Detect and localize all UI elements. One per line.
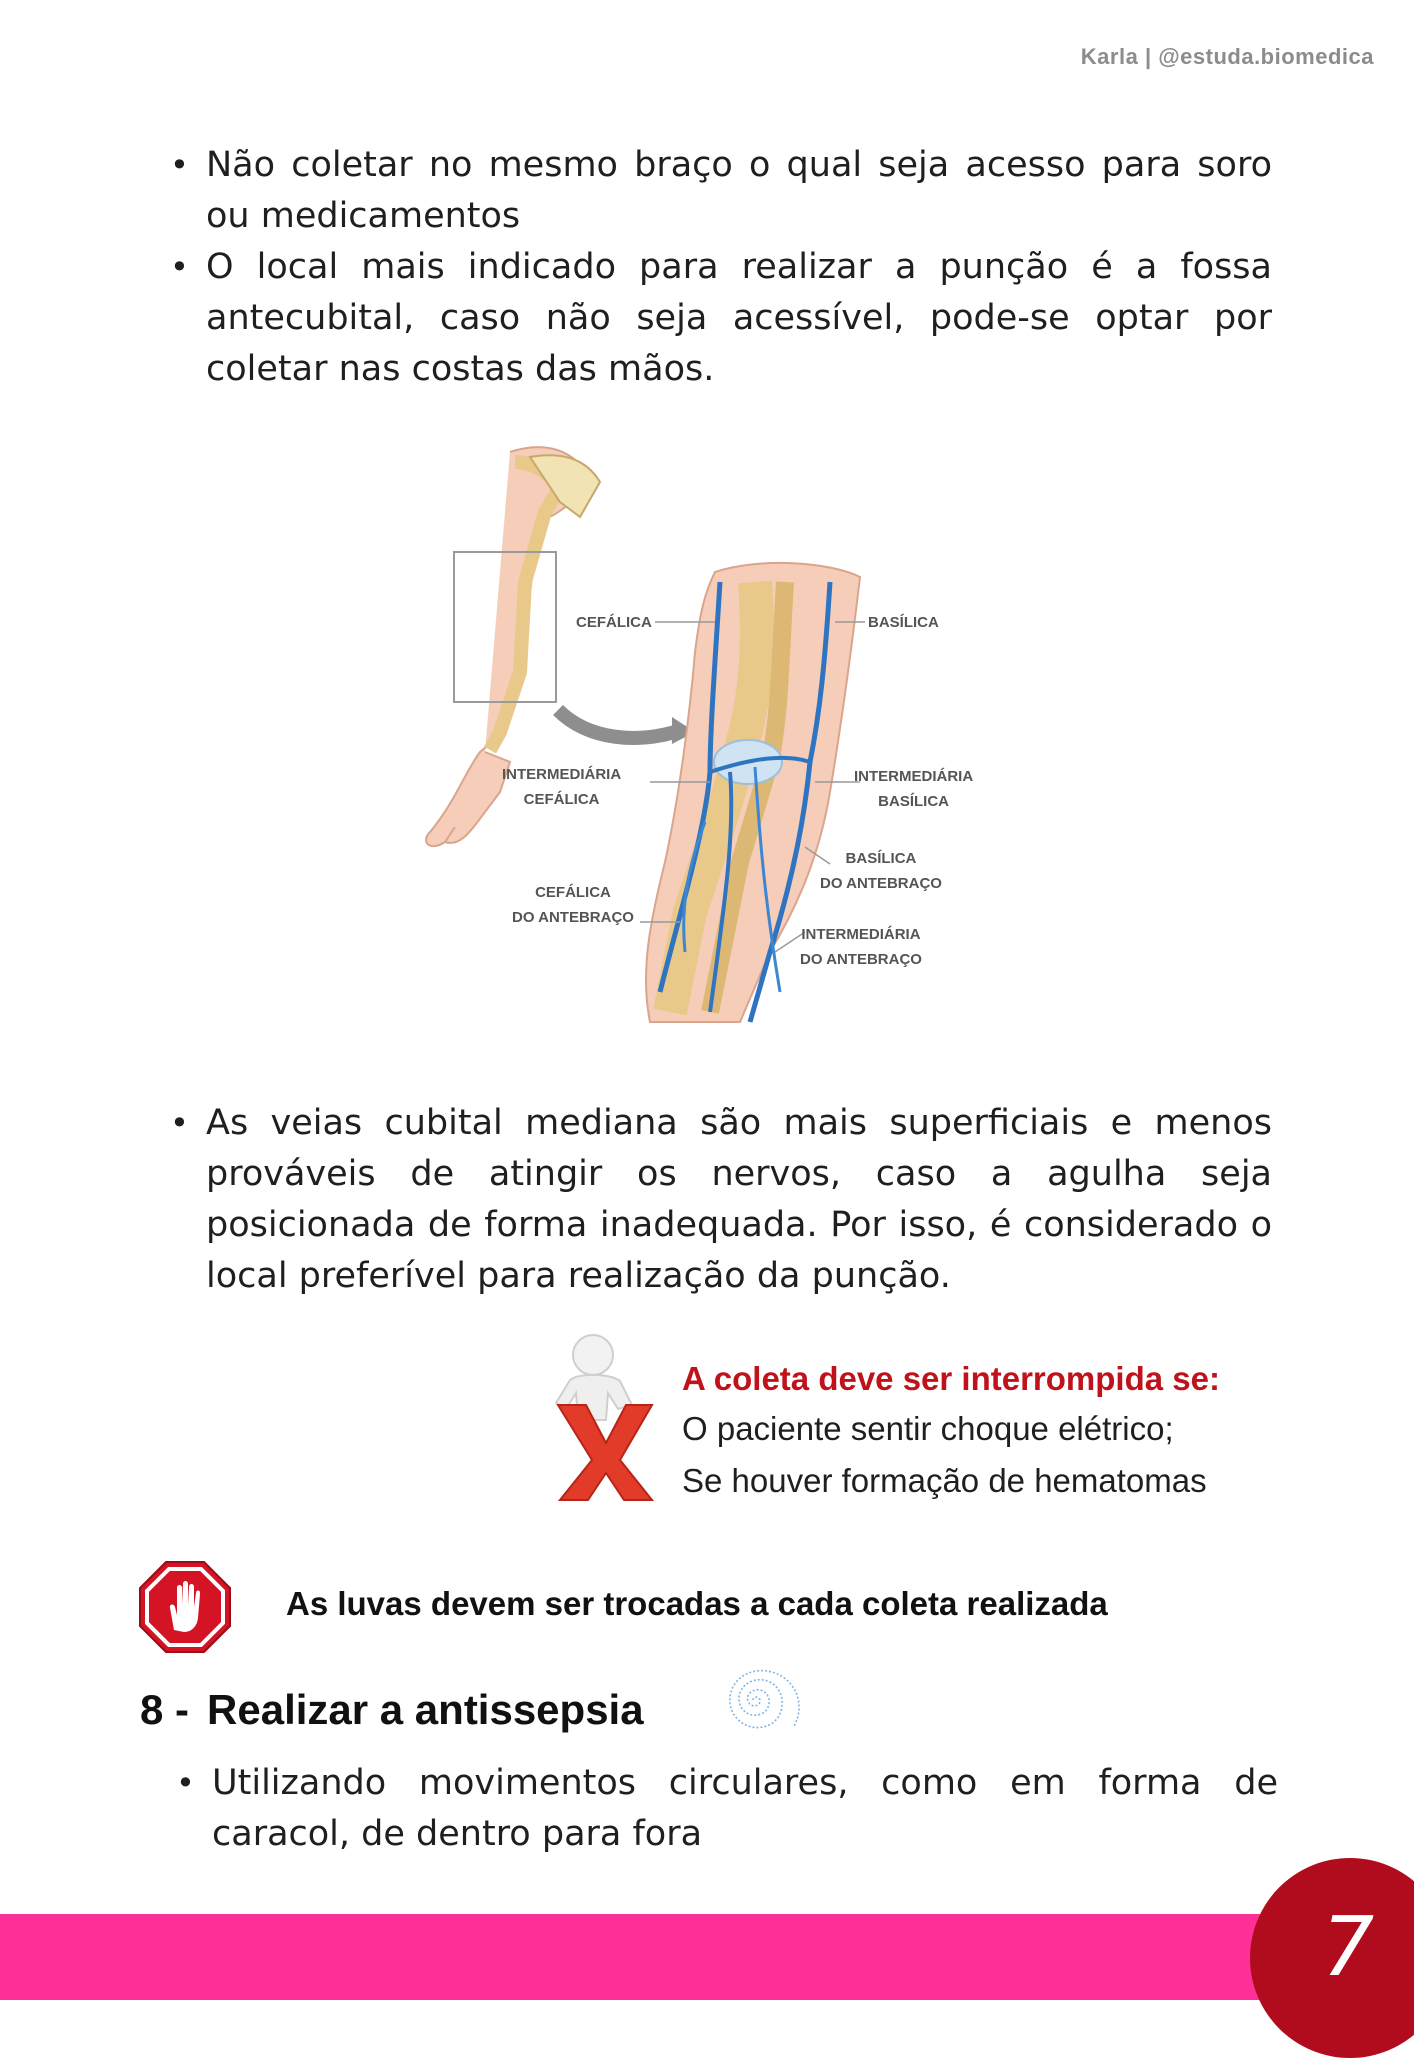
section-title-text: Realizar a antissepsia xyxy=(207,1686,644,1733)
section-heading xyxy=(140,1686,644,1734)
list-item: • As veias cubital mediana são mais superficiais e menos prováveis de atingir os nervos, caso a agulha seja posicionada de forma inadequada. Por isso, é considerado o local preferível para realização da punção. xyxy=(168,1098,1272,1302)
bullet-list-top xyxy=(168,140,1272,395)
section-number: 8 - xyxy=(140,1686,190,1733)
footer-bar xyxy=(0,1914,1414,2000)
bullet-list-bottom xyxy=(174,1758,1278,1860)
warning-title: A coleta deve ser interrompida se: xyxy=(682,1360,1220,1397)
gloves-note: As luvas devem ser trocadas a cada coleta realizada xyxy=(286,1585,1108,1622)
person-with-x-icon xyxy=(548,1325,666,1505)
label-intermediaria-cefalica: INTERMEDIÁRIA CEFÁLICA xyxy=(502,766,622,808)
label-intermediaria-antebraco: INTERMEDIÁRIA DO ANTEBRAÇO xyxy=(800,926,922,968)
list-item: • Não coletar no mesmo braço o qual seja acesso para soro ou medicamentos xyxy=(168,140,1272,242)
arm-veins-illustration xyxy=(410,432,1010,1042)
label-cefalica-antebraco: CEFÁLICA DO ANTEBRAÇO xyxy=(512,884,634,926)
list-item: • Utilizando movimentos circulares, como em forma de caracol, de dentro para fora xyxy=(174,1758,1278,1860)
stop-hand-icon xyxy=(138,1560,232,1654)
label-cefalica: CEFÁLICA xyxy=(576,614,652,631)
label-intermediaria-basilica: INTERMEDIÁRIA BASÍLICA xyxy=(854,768,974,810)
warning-line: Se houver formação de hematomas xyxy=(682,1462,1207,1499)
list-item: • O local mais indicado para realizar a punção é a fossa antecubital, caso não seja acessível, pode-se optar por coletar nas costas das mãos. xyxy=(168,242,1272,395)
label-basilica: BASÍLICA xyxy=(868,614,939,631)
page-number: 7 xyxy=(1322,1900,1375,1995)
spiral-icon xyxy=(708,1660,818,1750)
bullet-list-middle xyxy=(168,1098,1272,1302)
label-basilica-antebraco: BASÍLICA DO ANTEBRAÇO xyxy=(820,850,942,892)
author-credit: Karla | @estuda.biomedica xyxy=(1080,44,1374,69)
warning-line: O paciente sentir choque elétrico; xyxy=(682,1410,1174,1447)
